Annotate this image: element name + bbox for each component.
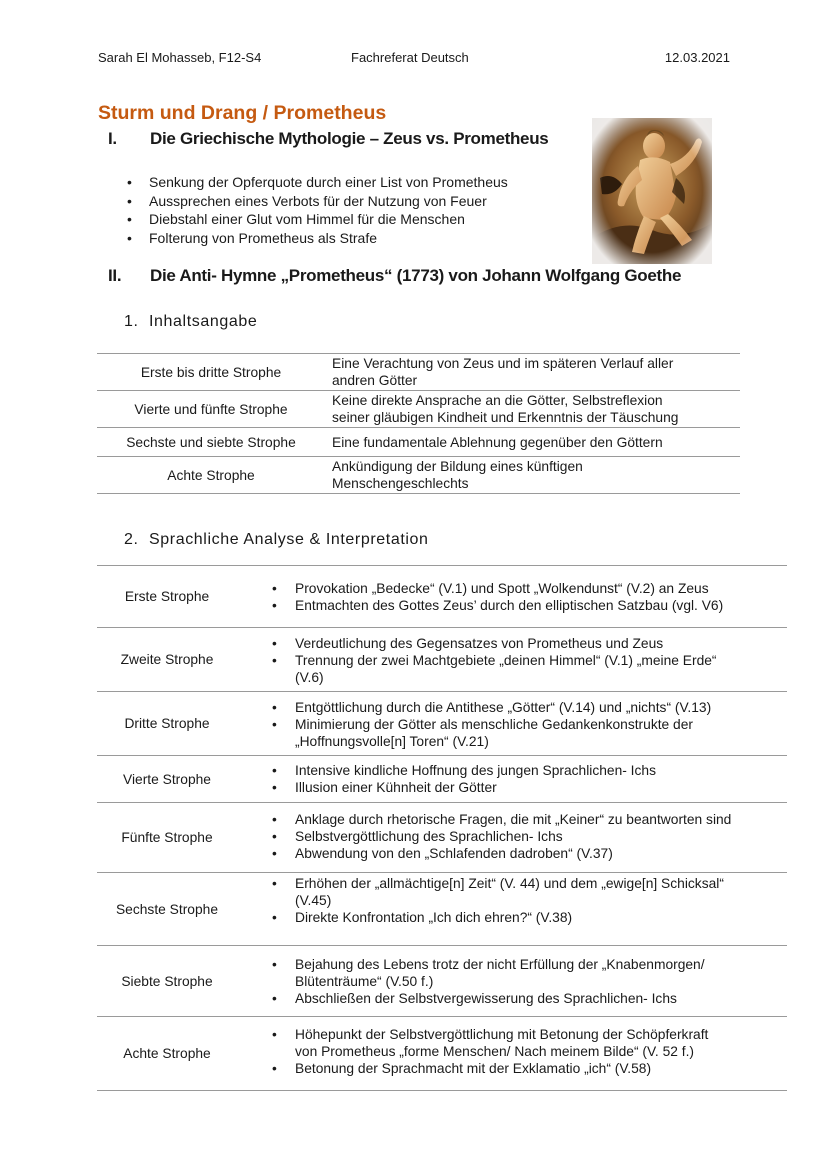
mythology-bullet-list — [127, 174, 508, 248]
row-label: Erste Strophe — [124, 589, 210, 604]
list-item — [272, 875, 787, 909]
bullet-line: (V.6) — [295, 670, 324, 685]
row-label: Fünfte Strophe — [121, 830, 213, 845]
list-item — [272, 828, 787, 845]
bullet-line: • Direkte Konfrontation „Ich dich ehren?“ (V.38) — [295, 910, 573, 925]
prometheus-painting — [592, 118, 712, 264]
subsection-title: Sprachliche Analyse & Interpretation — [149, 531, 429, 548]
table-row — [97, 354, 740, 391]
document-title: Sturm und Drang / Prometheus — [98, 102, 387, 124]
list-item — [272, 956, 787, 990]
bullet-line: • Illusion einer Kühnheit der Götter — [295, 780, 497, 795]
row-label: Vierte Strophe — [123, 771, 211, 787]
bullet-line: • Entmachten des Gottes Zeus’ durch den elliptischen Satzbau (vgl. V6) — [295, 598, 724, 613]
summary-table — [97, 353, 740, 494]
bullet-line: • Minimierung der Götter als menschliche Gedankenkonstrukte der — [295, 717, 694, 732]
table-row — [97, 566, 787, 628]
table-row — [97, 873, 787, 946]
row-value — [332, 391, 740, 427]
row-bullet-list — [272, 699, 787, 750]
row-value-line: Keine direkte Ansprache an die Götter, Selbstreflexion — [332, 393, 663, 408]
bullet-line: • Intensive kindliche Hoffnung des jungen Sprachlichen- Ichs — [295, 763, 656, 778]
table-row — [97, 946, 787, 1017]
bullet-line: • Anklage durch rhetorische Fragen, die mit „Keiner“ zu beantworten sind — [295, 812, 732, 827]
prometheus-figure-icon — [592, 118, 712, 264]
table-row — [97, 457, 740, 494]
row-bullet-list — [272, 811, 787, 862]
row-value-line: Eine Verachtung von Zeus und im späteren Verlauf aller — [332, 356, 674, 371]
list-item — [272, 652, 787, 686]
list-item — [272, 811, 787, 828]
list-item — [272, 1026, 787, 1060]
bullet-line: • Trennung der zwei Machtgebiete „deinen Himmel“ (V.1) „meine Erde“ — [295, 653, 717, 668]
header-date: 12.03.2021 — [664, 50, 730, 65]
table-row — [97, 391, 740, 428]
bullet-line: • Selbstvergöttlichung des Sprachlichen- Ichs — [295, 829, 563, 844]
subsection-number: 1. — [124, 313, 139, 330]
row-value-line: Ankündigung der Bildung eines künftigen — [332, 459, 583, 474]
bullet-line: • Entgöttlichung durch die Antithese „Götter“ (V.14) und „nichts“ (V.13) — [295, 700, 712, 715]
list-item — [272, 909, 787, 926]
row-value-line: Menschengeschlechts — [332, 476, 469, 491]
list-item — [272, 635, 787, 652]
row-label: Sechste Strophe — [115, 901, 218, 917]
bullet-line: „Hoffnungsvolle[n] Toren“ (V.21) — [295, 734, 489, 749]
bullet-line: (V.45) — [295, 893, 332, 908]
row-label: Zweite Strophe — [120, 652, 214, 667]
list-item — [272, 716, 787, 750]
row-bullet-list — [272, 762, 787, 796]
list-item — [272, 580, 787, 597]
row-value — [332, 428, 740, 456]
bullet-line: • Betonung der Sprachmacht mit der Exklamatio „ich“ (V.58) — [295, 1061, 652, 1076]
row-label: Sechste und siebte Strophe — [126, 434, 296, 450]
list-item: • Aussprechen eines Verbots für der Nutzung von Feuer — [127, 193, 508, 212]
row-label: Dritte Strophe — [124, 716, 210, 731]
list-item — [272, 845, 787, 862]
table-row — [97, 628, 787, 692]
list-item: • Folterung von Prometheus als Strafe — [127, 230, 508, 249]
bullet-line: • Abschließen der Selbstvergewisserung des Sprachlichen- Ichs — [295, 991, 677, 1006]
subsection-title: Inhaltsangabe — [149, 313, 258, 330]
bullet-line: • Abwendung von den „Schlafenden dadroben“ (V.37) — [295, 846, 613, 861]
subsection-number: 2. — [124, 531, 139, 548]
bullet-line: • Höhepunkt der Selbstvergöttlichung mit Betonung der Schöpferkraft — [295, 1027, 709, 1042]
table-row — [97, 756, 787, 803]
row-bullet-list — [272, 875, 787, 926]
table-row — [97, 428, 740, 457]
row-value-line: seiner gläubigen Kindheit und Erkenntnis der Täuschung — [332, 410, 679, 425]
bullet-line: • Bejahung des Lebens trotz der nicht Erfüllung der „Knabenmorgen/ — [295, 957, 705, 972]
bullet-line: • Provokation „Bedecke“ (V.1) und Spott „Wolkendunst“ (V.2) an Zeus — [295, 581, 709, 596]
section-title: Die Griechische Mythologie – Zeus vs. Prometheus — [150, 129, 549, 148]
table-row — [97, 692, 787, 756]
page-header — [98, 50, 730, 68]
row-value-line: andren Götter — [332, 373, 418, 388]
row-label: Vierte und fünfte Strophe — [134, 401, 288, 417]
list-item — [272, 990, 787, 1007]
header-author: Sarah El Mohasseb, F12-S4 — [98, 50, 262, 65]
table-row — [97, 803, 787, 873]
row-bullet-list — [272, 956, 787, 1007]
list-item — [272, 1060, 787, 1077]
analysis-table — [97, 565, 787, 1091]
list-item — [272, 597, 787, 614]
row-bullet-list — [272, 635, 787, 686]
row-label: Siebte Strophe — [121, 973, 213, 989]
list-item — [272, 779, 787, 796]
bullet-line: Blütenträume“ (V.50 f.) — [295, 974, 434, 989]
row-value — [332, 354, 740, 390]
section-title: Die Anti- Hymne „Prometheus“ (1773) von Johann Wolfgang Goethe — [150, 266, 682, 285]
row-label: Achte Strophe — [123, 1046, 211, 1061]
bullet-line: • Verdeutlichung des Gegensatzes von Prometheus und Zeus — [295, 636, 664, 651]
row-label: Achte Strophe — [167, 467, 255, 483]
section-number: I. — [108, 129, 117, 148]
bullet-line: • Erhöhen der „allmächtige[n] Zeit“ (V. 44) und dem „ewige[n] Schicksal“ — [295, 876, 724, 891]
table-row — [97, 1017, 787, 1091]
list-item: • Diebstahl einer Glut vom Himmel für die Menschen — [127, 211, 508, 230]
list-item — [272, 762, 787, 779]
section-number: II. — [108, 266, 122, 285]
row-value-line: Eine fundamentale Ablehnung gegenüber den Göttern — [332, 435, 663, 450]
header-subject: Fachreferat Deutsch — [351, 50, 469, 65]
list-item: • Senkung der Opferquote durch einer List von Prometheus — [127, 174, 508, 193]
row-label: Erste bis dritte Strophe — [140, 364, 282, 380]
bullet-line: von Prometheus „forme Menschen/ Nach meinem Bilde“ (V. 52 f.) — [295, 1044, 695, 1059]
list-item — [272, 699, 787, 716]
row-bullet-list — [272, 1026, 787, 1077]
row-value — [332, 457, 740, 493]
row-bullet-list — [272, 580, 787, 614]
